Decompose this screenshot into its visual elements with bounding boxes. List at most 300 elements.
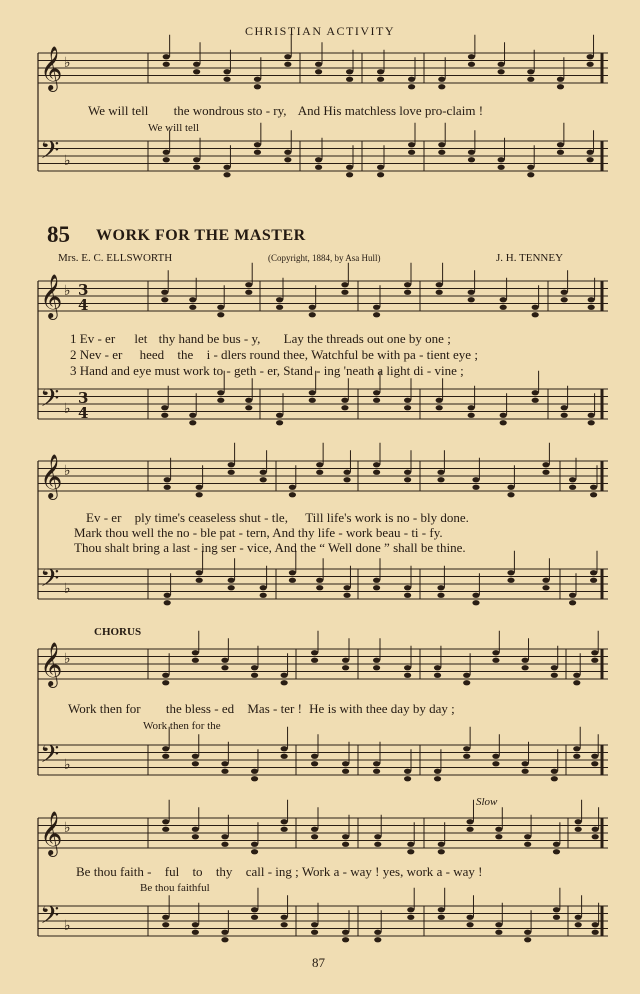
note-head — [284, 54, 291, 59]
note-head — [311, 761, 318, 766]
note-head — [438, 77, 445, 82]
note-head — [162, 746, 169, 751]
verse-number: 2 — [70, 347, 77, 362]
note-head — [468, 413, 475, 418]
note-head — [498, 62, 505, 67]
note-head — [343, 593, 350, 598]
note-head — [228, 578, 235, 583]
note-head — [373, 578, 380, 583]
note-head — [436, 405, 443, 410]
lyric-word: matchless — [344, 103, 396, 118]
note-head — [553, 907, 560, 912]
flat-sign: ♭ — [64, 401, 71, 417]
note-head — [377, 77, 384, 82]
note-head — [342, 665, 349, 670]
note-head — [551, 673, 558, 678]
note-head — [527, 69, 534, 74]
note-head — [342, 842, 349, 847]
lyric-hyphen: - — [338, 525, 343, 540]
note-head — [163, 150, 170, 155]
note-head — [341, 398, 348, 403]
note-head — [553, 849, 560, 854]
note-head — [161, 413, 168, 418]
note-head — [438, 907, 445, 912]
note-head — [164, 593, 171, 598]
note-head — [193, 165, 200, 170]
lyric-word: Lay — [283, 331, 304, 346]
note-head — [438, 915, 445, 920]
note-head — [189, 420, 196, 425]
lyric-word: must — [154, 363, 180, 378]
note-head — [163, 62, 170, 67]
verse-line-3 — [70, 363, 478, 379]
note-head — [192, 761, 199, 766]
note-head — [551, 769, 558, 774]
lyric-word: And the — [274, 540, 316, 555]
note-head — [251, 849, 258, 854]
lyric-hyphen: - — [403, 525, 409, 540]
note-head — [569, 600, 576, 605]
note-head — [404, 477, 411, 482]
note-head — [561, 290, 568, 295]
note-head — [495, 834, 502, 839]
note-head — [343, 470, 350, 475]
note-head — [189, 413, 196, 418]
note-head — [196, 570, 203, 575]
note-head — [527, 165, 534, 170]
verse-line-3 — [74, 540, 469, 555]
lyric-word: way — [350, 864, 372, 879]
flat-sign: ♭ — [64, 651, 71, 667]
note-head — [281, 915, 288, 920]
note-head — [311, 834, 318, 839]
note-head — [276, 413, 283, 418]
lyric-word: ; — [474, 347, 478, 362]
lyric-word: tle, — [271, 510, 288, 525]
verse-line-2 — [70, 347, 478, 363]
lyric-word: the bless — [165, 701, 211, 716]
note-head — [189, 297, 196, 302]
note-head — [193, 157, 200, 162]
note-head — [315, 62, 322, 67]
lyric-word: day — [429, 701, 448, 716]
note-head — [373, 769, 380, 774]
note-head — [245, 282, 252, 287]
note-head — [251, 769, 258, 774]
verse-line-1 — [70, 331, 478, 347]
note-head — [281, 827, 288, 832]
note-head — [587, 62, 594, 67]
lyric-hyphen: - — [104, 347, 110, 362]
note-head — [495, 930, 502, 935]
lyric-hyphen: - — [273, 701, 278, 716]
note-head — [404, 290, 411, 295]
note-head — [590, 485, 597, 490]
note-head — [228, 462, 235, 467]
lyric-word: a — [163, 540, 169, 555]
lyric-word: wondrous — [192, 103, 245, 118]
lyric-word: ; — [447, 331, 451, 346]
note-head — [196, 578, 203, 583]
note-head — [374, 834, 381, 839]
verse-line-1 — [86, 510, 469, 525]
note-head — [162, 680, 169, 685]
note-head — [492, 650, 499, 655]
bass-clef: 𝄢 — [40, 740, 60, 775]
note-head — [346, 172, 353, 177]
lyric-word: Ev — [79, 331, 95, 346]
lyric-word: tient — [426, 347, 450, 362]
note-head — [251, 665, 258, 670]
note-head — [434, 673, 441, 678]
flat-sign: ♭ — [64, 55, 71, 71]
lyric-word: yes, — [382, 864, 404, 879]
note-head — [284, 62, 291, 67]
note-head — [196, 492, 203, 497]
note-head — [468, 290, 475, 295]
note-head — [221, 658, 228, 663]
lyric-word: sto — [247, 103, 263, 118]
note-head — [551, 665, 558, 670]
note-head — [377, 165, 384, 170]
lyric-word: ed — [221, 701, 235, 716]
note-head — [407, 907, 414, 912]
note-head — [524, 930, 531, 935]
lyric-hyphen: - — [342, 864, 347, 879]
note-head — [342, 658, 349, 663]
note-head — [192, 922, 199, 927]
lyric-word: er, — [267, 363, 281, 378]
note-head — [591, 754, 598, 759]
note-head — [500, 297, 507, 302]
note-head — [408, 84, 415, 89]
lyric-word: pro-claim — [424, 103, 476, 118]
note-head — [373, 470, 380, 475]
note-head — [436, 282, 443, 287]
note-head — [309, 305, 316, 310]
lyric-hyphen: - — [316, 363, 321, 378]
note-head — [228, 470, 235, 475]
note-head — [404, 665, 411, 670]
note-head — [408, 150, 415, 155]
note-head — [251, 776, 258, 781]
note-head — [500, 420, 507, 425]
note-head — [223, 77, 230, 82]
treble-clef: 𝄞 — [40, 274, 63, 318]
note-head — [342, 769, 349, 774]
note-head — [221, 761, 228, 766]
lyric-hyphen: - — [97, 331, 102, 346]
lyric-hyphen: - — [421, 525, 427, 540]
note-head — [223, 165, 230, 170]
lyric-word: ry, — [273, 103, 287, 118]
note-head — [522, 769, 529, 774]
note-head — [404, 776, 411, 781]
lyric-word: dlers round thee, — [221, 347, 309, 362]
composer: J. H. TENNEY — [496, 252, 564, 264]
note-head — [472, 477, 479, 482]
lyric-hyphen: - — [412, 510, 418, 525]
lyric-word: is — [327, 701, 337, 716]
note-head — [575, 827, 582, 832]
note-head — [189, 305, 196, 310]
lyric-word: Ev — [86, 510, 101, 525]
time-signature: 3 — [78, 389, 89, 407]
note-head — [309, 312, 316, 317]
bass-cue: Be thou faithful — [140, 882, 210, 894]
note-head — [245, 405, 252, 410]
note-head — [221, 842, 228, 847]
note-head — [164, 477, 171, 482]
note-head — [309, 390, 316, 395]
note-head — [575, 819, 582, 824]
lyric-word: be — [361, 347, 374, 362]
note-head — [588, 297, 595, 302]
note-head — [438, 842, 445, 847]
note-head — [163, 54, 170, 59]
lyric-word: the — [177, 347, 194, 362]
note-head — [532, 305, 539, 310]
note-head — [281, 754, 288, 759]
note-head — [463, 746, 470, 751]
lyric-word: eye — [453, 347, 472, 362]
note-head — [542, 578, 549, 583]
lyric-word: Nev — [79, 347, 102, 362]
note-head — [463, 754, 470, 759]
lyric-word: ter — [280, 701, 295, 716]
note-head — [223, 69, 230, 74]
note-head — [221, 937, 228, 942]
note-head — [507, 485, 514, 490]
note-head — [592, 834, 599, 839]
note-head — [404, 769, 411, 774]
lyric-word: ; — [451, 701, 455, 716]
note-head — [260, 593, 267, 598]
lyric-word: with — [377, 347, 401, 362]
note-head — [164, 485, 171, 490]
lyric-word: the — [157, 525, 174, 540]
note-head — [251, 915, 258, 920]
note-head — [281, 680, 288, 685]
note-head — [284, 150, 291, 155]
note-head — [434, 769, 441, 774]
note-head — [472, 600, 479, 605]
lyric-word: by — [408, 331, 422, 346]
top-lyrics — [88, 103, 483, 119]
note-head — [276, 305, 283, 310]
note-head — [588, 305, 595, 310]
note-head — [289, 570, 296, 575]
note-head — [463, 673, 470, 678]
note-head — [245, 290, 252, 295]
note-head — [466, 915, 473, 920]
note-head — [404, 470, 411, 475]
lyric-word: the threads out — [307, 331, 384, 346]
lyric-word: call — [245, 864, 265, 879]
lyric-word: Work a — [301, 864, 340, 879]
note-head — [527, 172, 534, 177]
lyric-word: er — [111, 510, 122, 525]
lyric-word: one — [386, 331, 406, 346]
note-head — [437, 593, 444, 598]
note-head — [557, 142, 564, 147]
note-head — [463, 680, 470, 685]
note-head — [468, 157, 475, 162]
note-head — [342, 937, 349, 942]
note-head — [592, 827, 599, 832]
lyric-word: ! — [297, 701, 302, 716]
lyric-word: thee — [365, 701, 388, 716]
lyric-word: shall be thine. — [393, 540, 466, 555]
lyric-word: love — [399, 103, 422, 118]
time-signature: 4 — [78, 296, 89, 314]
page-header: CHRISTIAN ACTIVITY — [245, 24, 395, 38]
note-head — [346, 77, 353, 82]
note-head — [438, 142, 445, 147]
lyric-word: to — [192, 864, 203, 879]
note-head — [408, 142, 415, 147]
note-head — [498, 157, 505, 162]
time-signature: 4 — [78, 404, 89, 422]
lyric-word: bly — [420, 510, 438, 525]
lyric-word: ser — [221, 540, 237, 555]
lyric-word: Till life's work — [305, 510, 382, 525]
note-head — [472, 485, 479, 490]
note-head — [161, 297, 168, 302]
note-head — [192, 930, 199, 935]
note-head — [311, 930, 318, 935]
note-head — [377, 69, 384, 74]
lyric-word: Watchful — [311, 347, 359, 362]
note-head — [192, 827, 199, 832]
lyric-word: a — [436, 864, 443, 879]
note-head — [309, 398, 316, 403]
note-head — [592, 922, 599, 927]
lyric-word: last — [172, 540, 191, 555]
note-head — [374, 937, 381, 942]
lyric-word: done. — [440, 510, 469, 525]
lyric-hyphen: - — [239, 540, 244, 555]
note-head — [192, 834, 199, 839]
note-head — [163, 157, 170, 162]
note-head — [407, 849, 414, 854]
chorus-label: CHORUS — [94, 626, 142, 638]
bass-clef: 𝄢 — [40, 564, 60, 599]
note-head — [573, 746, 580, 751]
note-head — [373, 761, 380, 766]
page-number: 87 — [312, 955, 325, 970]
note-head — [437, 477, 444, 482]
lyric-hyphen: - — [147, 864, 152, 879]
note-head — [437, 470, 444, 475]
note-head — [221, 665, 228, 670]
note-head — [495, 922, 502, 927]
lyric-hyphen: - — [226, 363, 231, 378]
treble-clef: 𝄞 — [40, 46, 63, 90]
note-head — [377, 172, 384, 177]
note-head — [468, 297, 475, 302]
note-head — [524, 842, 531, 847]
note-head — [316, 585, 323, 590]
lyric-word: light — [386, 363, 411, 378]
copyright: (Copyright, 1884, by Asa Hull) — [268, 253, 381, 263]
note-head — [221, 930, 228, 935]
note-head — [542, 585, 549, 590]
note-head — [557, 150, 564, 155]
note-head — [162, 915, 169, 920]
lyric-word: Thou shalt bring — [74, 540, 160, 555]
note-head — [492, 761, 499, 766]
treble-clef: 𝄞 — [40, 642, 63, 686]
lyric-word: bus — [222, 331, 241, 346]
lyric-word: way — [453, 864, 475, 879]
lyric-word: by — [412, 701, 426, 716]
note-head — [346, 165, 353, 170]
note-head — [468, 54, 475, 59]
note-head — [588, 413, 595, 418]
note-head — [495, 827, 502, 832]
note-head — [161, 405, 168, 410]
note-head — [590, 570, 597, 575]
lyric-word: ! — [478, 864, 483, 879]
note-head — [561, 297, 568, 302]
note-head — [315, 69, 322, 74]
note-head — [251, 842, 258, 847]
lyric-word: i — [206, 347, 211, 362]
lyric-hyphen: - — [238, 525, 244, 540]
lyric-word: ply — [134, 510, 152, 525]
note-head — [254, 150, 261, 155]
lyric-word: thy hand be — [158, 331, 220, 346]
lyric-word: ! — [478, 103, 484, 118]
verse-block-2 — [74, 510, 469, 555]
note-head — [524, 834, 531, 839]
note-head — [407, 842, 414, 847]
lyric-word: ; — [460, 363, 464, 378]
lyric-word: beau — [375, 525, 401, 540]
note-head — [311, 827, 318, 832]
note-head — [284, 157, 291, 162]
lyric-word: His — [323, 103, 342, 118]
lyric-word: er — [112, 347, 123, 362]
verse-number: 3 — [70, 363, 77, 378]
note-head — [573, 673, 580, 678]
note-head — [507, 578, 514, 583]
note-head — [373, 312, 380, 317]
note-head — [341, 282, 348, 287]
note-head — [557, 77, 564, 82]
note-head — [492, 658, 499, 663]
note-head — [553, 842, 560, 847]
note-head — [557, 84, 564, 89]
lyric-word: vine — [434, 363, 457, 378]
note-head — [260, 470, 267, 475]
lyric-word: day — [390, 701, 410, 716]
note-head — [315, 165, 322, 170]
note-head — [161, 290, 168, 295]
lyric-word: time's — [154, 510, 186, 525]
lyric-word: And thy life — [272, 525, 336, 540]
note-head — [162, 922, 169, 927]
lyric-word: We — [88, 103, 105, 118]
bass-clef: 𝄢 — [40, 384, 60, 419]
note-head — [575, 922, 582, 927]
lyricist: Mrs. E. C. ELLSWORTH — [58, 252, 173, 264]
note-head — [532, 312, 539, 317]
lyric-word: ing 'neath — [323, 363, 375, 378]
note-head — [281, 819, 288, 824]
note-head — [251, 907, 258, 912]
